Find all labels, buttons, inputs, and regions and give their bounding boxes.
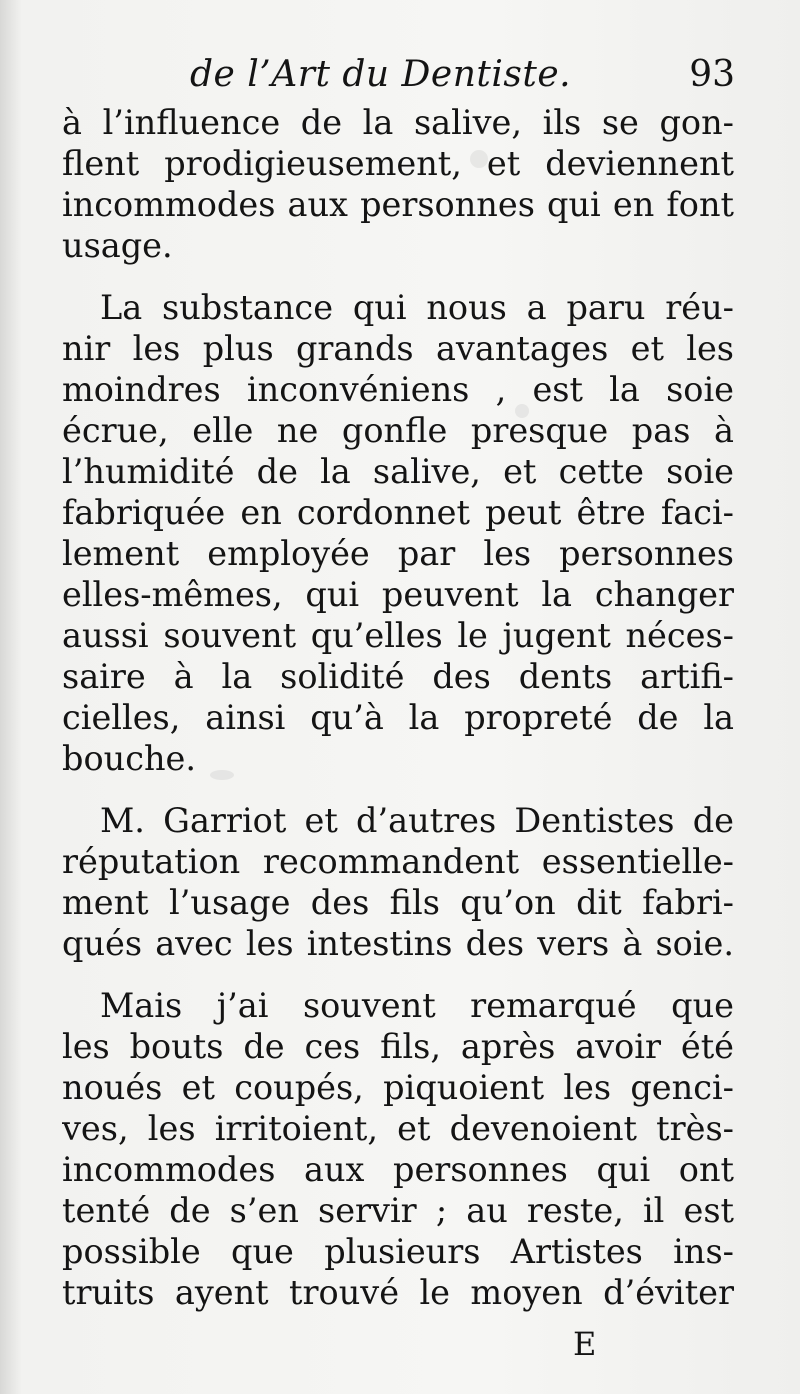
page-number: 93 — [689, 54, 735, 95]
text-line: incommodes aux personnes qui en font — [62, 185, 734, 224]
paragraph-2 — [62, 287, 734, 779]
text-line: à l’influence de la salive, ils se gon- — [62, 103, 734, 142]
text-line: cielles, ainsi qu’à la propreté de la — [62, 698, 734, 737]
paragraph-gap — [62, 964, 734, 985]
text-line: nir les plus grands avantages et les — [62, 329, 734, 368]
paragraph-1 — [62, 102, 734, 266]
text-line: elles-mêmes, qui peuvent la changer — [62, 575, 734, 614]
paragraph-3 — [62, 800, 734, 964]
running-title: de l’Art du Dentiste. — [190, 54, 572, 95]
text-line: bouche. — [62, 739, 196, 778]
paragraph-gap — [62, 266, 734, 287]
text-line: aussi souvent qu’elles le jugent néces- — [62, 616, 734, 655]
text-line: les bouts de ces fils, après avoir été — [62, 1027, 734, 1066]
text-line: truits ayent trouvé le moyen d’éviter — [62, 1273, 734, 1312]
text-line: moindres inconvéniens , est la soie — [62, 370, 734, 409]
text-line: saire à la solidité des dents artifi- — [62, 657, 734, 696]
running-header — [190, 54, 735, 106]
text-line: ves, les irritoient, et devenoient très- — [62, 1109, 734, 1148]
text-line: écrue, elle ne gonfle presque pas à — [62, 411, 734, 450]
text-line: lement employée par les personnes — [62, 534, 734, 573]
text-line: tenté de s’en servir ; au reste, il est — [62, 1191, 734, 1230]
text-line: possible que plusieurs Artistes ins- — [62, 1232, 734, 1271]
text-line: l’humidité de la salive, et cette soie — [62, 452, 734, 491]
paragraph-gap — [62, 779, 734, 800]
signature-mark: E — [573, 1325, 597, 1363]
body-text — [62, 102, 734, 1313]
text-line: incommodes aux personnes qui ont — [62, 1150, 734, 1189]
text-line: réputation recommandent essentielle- — [62, 842, 734, 881]
text-line: qués avec les intestins des vers à soie. — [62, 924, 734, 963]
text-line: La substance qui nous a paru réu- — [100, 288, 734, 327]
text-line: M. Garriot et d’autres Dentistes de — [100, 801, 734, 840]
text-line: flent prodigieusement, et deviennent — [62, 144, 734, 183]
text-line: noués et coupés, piquoient les genci- — [62, 1068, 734, 1107]
text-line: Mais j’ai souvent remarqué que — [100, 986, 734, 1025]
text-line: fabriquée en cordonnet peut être faci- — [62, 493, 734, 532]
text-line: usage. — [62, 226, 173, 265]
text-line: ment l’usage des fils qu’on dit fabri- — [62, 883, 734, 922]
paragraph-4 — [62, 985, 734, 1313]
